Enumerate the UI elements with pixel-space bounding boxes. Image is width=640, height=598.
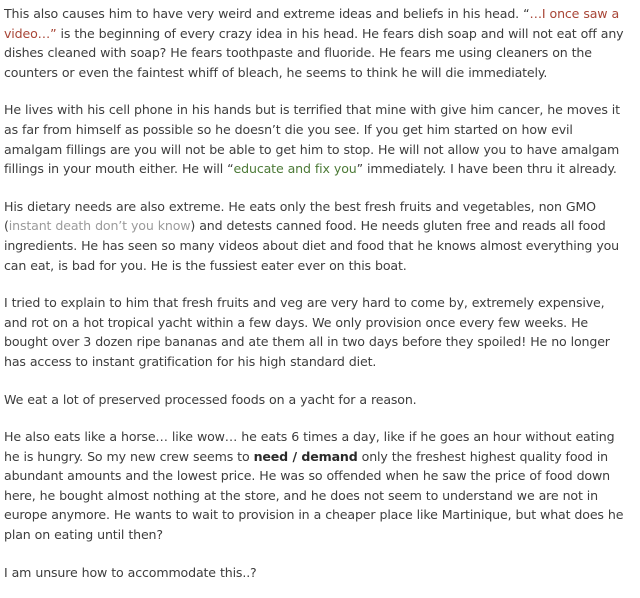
paragraph-3-text-b: ) and detests canned food. He needs gluten free and reads all food ingredients. He has seen so many videos about diet and food that he knows almost everything you can eat, is bad for you. He is the fussiest eater ever on this boat.	[4, 218, 620, 273]
paragraph-2	[4, 100, 624, 178]
paragraph-6	[4, 427, 624, 545]
paragraph-6-text-a: He also eats like a horse… like wow… he eats 6 times a day, like if he goes an hour without eating he is hungry. So my new crew seems to	[4, 429, 615, 464]
paragraph-2-text-b: ” immediately. I have been thru it already.	[356, 161, 617, 177]
paragraph-5: We eat a lot of preserved processed foods on a yacht for a reason.	[4, 391, 417, 407]
paragraph-2-text-a: He lives with his cell phone in his hands but is terrified that mine with give him cancer, he moves it as far from himself as possible so he doesn’t die you see. If you get him started on how evil amalgam fillings are you will not be able to get him to stop. He will not allow you to have amalgam fillings in your mouth either. He will “	[4, 102, 620, 177]
need-demand-emphasis: need / demand	[253, 448, 358, 464]
paragraph-3-text-a: His dietary needs are also extreme. He eats only the best fresh fruits and vegetables, non GMO (	[4, 198, 596, 234]
paragraph-4: I tried to explain to him that fresh fruits and veg are very hard to come by, extremely expensive, and rot on a hot tropical yacht within a few days. We only provision once every few weeks. He bought over 3 dozen ripe bananas and ate them all in two days before they spoiled! He no longer has access to instant gratification for his high standard diet.	[4, 295, 610, 369]
paragraph-7: I am unsure how to accommodate this..?	[4, 564, 257, 580]
paragraph-1-text-a: This also causes him to have very weird and extreme ideas and beliefs in his head. “	[4, 6, 530, 21]
paragraph-6-text-b: only the freshest highest quality food in abundant amounts and the lowest price. He was so offended when he saw the price of food down here, he bought almost nothing at the store, and he does not seem to understand we are not in europe anymore. He wants to wait to provision in a cheaper place like Martinique, but what does he plan on eating until then?	[4, 448, 624, 543]
quote-instant-death: instant death don’t you know	[8, 218, 191, 234]
paragraph-1	[4, 4, 624, 82]
paragraph-1-text-b: is the beginning of every crazy idea in his head. He fears dish soap and will not eat off any dishes cleaned with soap? He fears toothpaste and fluoride. He fears me using cleaners on the counters or even the faintest whiff of bleach, he seems to think he will die immediately.	[4, 25, 624, 80]
paragraph-3	[4, 197, 624, 275]
quote-educate-and-fix-you: educate and fix you	[233, 161, 357, 177]
quote-saw-a-video: …I once saw a video…”	[4, 6, 620, 41]
